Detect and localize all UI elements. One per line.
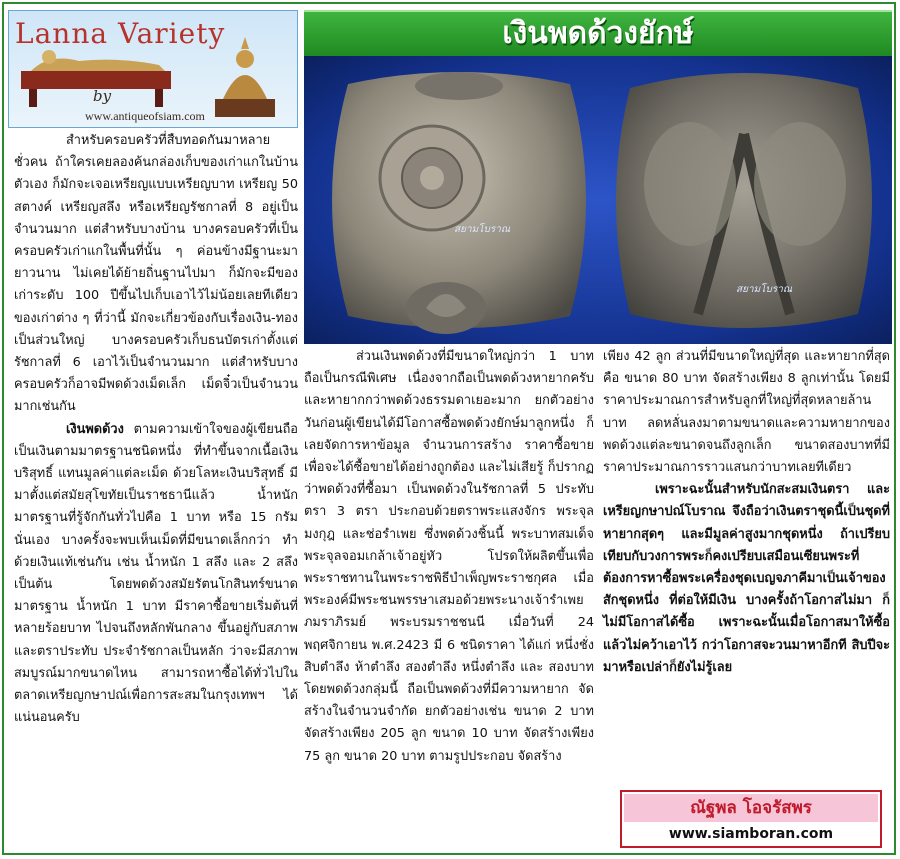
paragraph-rarity: เพียง 42 ลูก ส่วนที่มีขนาดใหญ่ที่สุด และหายากที่สุด คือ ขนาด 80 บาท จัดสร้างเพียง 8 ลูกเท่านั้น โดยมีราคาประมาณการสำหรับลูกที่ใหญ่ที่สุดหลายล้านบาท ลดหลั่นลงมาตามขนาดและความหายากของพดด้วงแต่ละขนาดจนถึงลูกเล็ก ขนาดสองบาทที่มีราคาประมาณการราวแสนกว่าบาทเลยทีเดียว — [603, 349, 890, 476]
text-column-middle — [304, 346, 594, 768]
author-name: ณัฐพล โอจรัสพร — [624, 794, 878, 822]
logo-by: by — [93, 87, 112, 105]
photo-watermark-2: สยามโบราณ — [736, 284, 793, 295]
coin-photo-front — [318, 64, 600, 336]
author-byline — [620, 790, 882, 848]
article-title-banner — [304, 10, 892, 56]
logo-title: Lanna Variety — [15, 17, 226, 50]
coin-photo-panel — [304, 56, 892, 344]
article-title: เงินพดด้วงยักษ์ — [502, 16, 694, 51]
lanna-variety-logo — [8, 10, 298, 128]
paragraph-definition-text: ตามความเข้าใจของผู้เขียนถือเป็นเงินตามมาตรฐานชนิดหนึ่ง ที่ทำขึ้นจากเนื้อเงินบริสุทธิ์ แทนมูลค่าแต่ละเม็ด ด้วยโลหะเงินบริสุทธิ์ มีมาตั้งแต่สมัยสุโขทัยเป็นราชธานีแล้ว น้ำหนักมาตรฐานที่รู้จักกันทั่วไปคือ 1 บาท หรือ 15 กรัมนั่นเอง บางครั้งจะพบเห็นเม็ดที่มีขนาดเล็กกว่า ทำด้วยเงินแท้เช่นกัน เช่น น้ำหนัก 1 สลึง และ 2 สลึง เป็นต้น โดยพดด้วงสมัยรัตนโกสินทร์ขนาดมาตรฐาน น้ำหนัก 1 บาท มีราคาซื้อขายเริ่มต้นที่หลายร้อยบาท ไปจนถึงหลักพันกลาง ขึ้นอยู่กับสภาพและตราประทับ ประจำรัชกาลเป็นหลัก ว่าจะมีสภาพสมบูรณ์มากขนาดไหน สามารถหาซื้อได้ทั่วไปในตลาดเหรียญกษาปณ์เพื่อการสะสมในกรุงเทพฯ ได้แน่นอนครับ — [14, 421, 298, 726]
term-pod-duang: เงินพดด้วง — [66, 421, 124, 437]
text-column-right — [603, 346, 890, 679]
paragraph-definition — [14, 419, 298, 730]
logo-website: www.antiqueofsiam.com — [85, 109, 205, 123]
paragraph-intro: สำหรับครอบครัวที่สืบทอดกันมาหลายชั่วคน ถ้าใครเคยลองค้นกล่องเก็บของเก่าแกในบ้านตัวเอง ก็มักจะเจอเหรียญแบบเหรียญบาท เหรียญ 50 สตางค์ เหรียญสลึง หรือเหรียญรัชกาลที่ 8 อยู่เป็นจำนวนมาก แต่สำหรับบางบ้าน บางครอบครัวที่เป็นครอบครัวเก่าแกในพื้นที่นั้น ๆ ค่อนข้างมีฐานะมายาวนาน ไม่เคยได้ย้ายถิ่นฐานไปมา ก็มักจะมีของเก่าระดับ 100 ปีขึ้นไปเก็บเอาไว้ไม่น้อยเลยทีเดียว ของเก่าต่าง ๆ ที่ว่านี้ มักจะเกี่ยวข้องกับเรื่องเงิน-ทองเป็นส่วนใหญ่ บางครอบครัวเก็บธนบัตรเก่าตั้งแต่รัชกาลที่ 6 เอาไว้เป็นจำนวนมาก แต่สำหรับบางครอบครัวก็อาจมีพดด้วงเม็ดเล็ก เม็ดจิ๋วเป็นจำนวนมากเช่นกัน — [14, 133, 298, 415]
paragraph-conclusion: เพราะฉะนั้นสำหรับนักสะสมเงินตรา และเหรียญกษาปณ์โบราณ จึงถือว่าเงินตราชุดนี้เป็นชุดที่หายากสุดๆ และมีมูลค่าสูงมากชุดหนึ่ง ถ้าเปรียบเทียบกับวงการพระก็คงเปรียบเสมือนเซียนพระที่ต้องการหาซื้อพระเครื่องชุดเบญจภาคีมาเป็นเจ้าของสักชุดหนึ่ง ที่ต่อให้มีเงิน บางครั้งถ้าโอกาสไม่มา ก็ไม่มีโอกาสได้ซื้อ เพราะฉะนั้นเมื่อโอกาสมาให้ซื้อแล้วไม่คว้าเอาไว้ กว่าโอกาสจะวนมาหาอีกที สิบปีจะมาหรือเปล่าก็ยังไม่รู้เลย — [603, 482, 890, 675]
text-column-left — [14, 130, 298, 729]
author-website[interactable]: www.siamboran.com — [668, 826, 834, 842]
paragraph-giant-coin: ส่วนเงินพดด้วงที่มีขนาดใหญ่กว่า 1 บาท ถือเป็นกรณีพิเศษ เนื่องจากถือเป็นพดด้วงหายากครับ และหายากกว่าพดด้วงธรรมดาเยอะมาก ยกตัวอย่าง วันก่อนผู้เขียนได้มีโอกาสซื้อพดด้วงยักษ์มาลูกหนึ่ง ก็เลยจัดการหาข้อมูล จำนวนการสร้าง ราคาซื้อขาย เพื่อจะได้ซื้อขายได้อย่างถูกต้อง และไม่เสียรู้ ก็ปรากฏว่าพดด้วงที่ซื้อมา เป็นพดด้วงในรัชกาลที่ 5 ประทับตรา 3 ตรา ประกอบด้วยตราพระแสงจักร พระจุลมงกุฎ และช่อรำเพย ซึ่งพดด้วงชิ้นนี้ พระบาทสมเด็จพระจุลจอมเกล้าเจ้าอยู่หัว โปรดให้ผลิตขึ้นเพื่อพระราชทานในพระราชพิธีบำเพ็ญพระราชกุศล เมื่อพระองค์มีพระชนพรรษาเสมอด้วยพระนางเจ้ารำเพยภมราภิรมย์ พระบรมราชชนนี เมื่อวันที่ 24 พฤศจิกายน พ.ศ.2423 มี 6 ชนิดราคา ได้แก่ หนึ่งชั่ง สิบตำลึง ห้าตำลึง สองตำลึง หนึ่งตำลึง และ สองบาท โดยพดด้วงกลุ่มนี้ ถือเป็นพดด้วงที่มีความหายาก จัดสร้างในจำนวนจำกัด ยกตัวอย่างเช่น ขนาด 2 บาท จัดสร้างเพียง 205 ลูก ขนาด 10 บาท จัดสร้างเพียง 75 ลูก ขนาด 20 บาท ตามรูปประกอบ จัดสร้าง — [304, 349, 594, 764]
photo-watermark-1: สยามโบราณ — [454, 224, 511, 235]
